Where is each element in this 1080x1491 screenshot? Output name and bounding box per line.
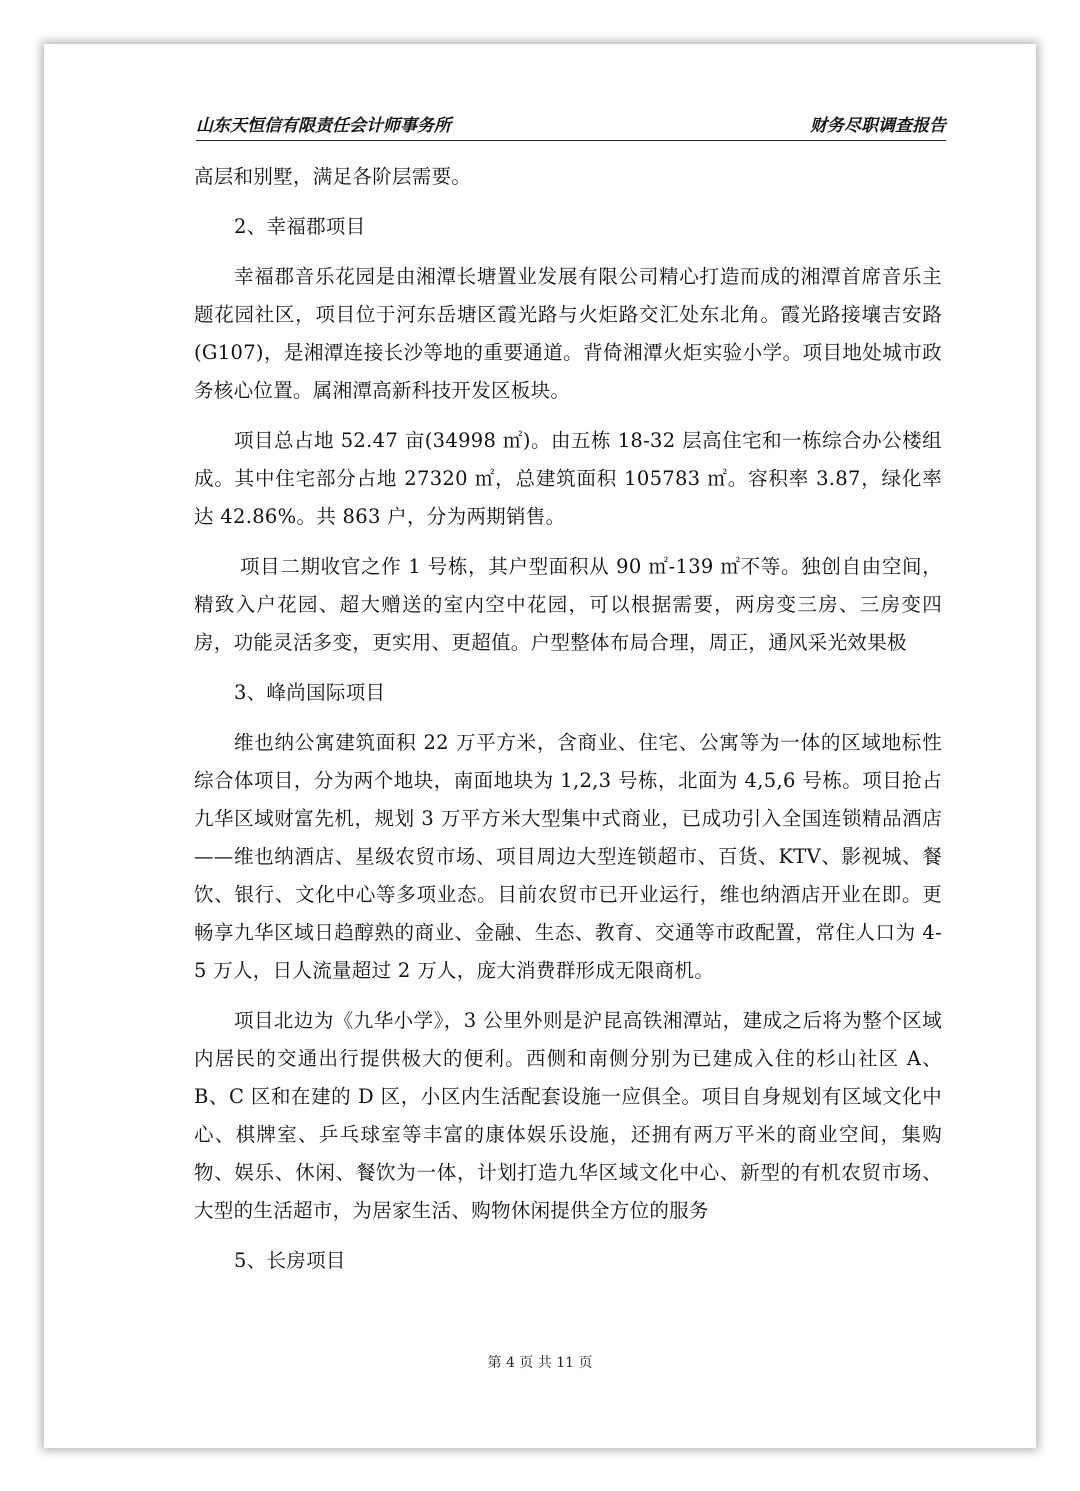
section-heading-changfang: 5、长房项目 bbox=[234, 1249, 346, 1272]
section-heading-fengshang: 3、峰尚国际项目 bbox=[234, 681, 386, 704]
firm-name: 山东天恒信有限责任会计师事务所 bbox=[196, 116, 451, 136]
paragraph-fengshang-location: 项目北边为《九华小学》，3 公里外则是沪昆高铁湘潭站，建成之后将为整个区域内居民的交通出行提供极大的便利。西侧和南侧分别为已建成入住的杉山社区 A、B、C 区和在建的 D 区，小区内生活配套设施一应俱全。项目自身规划有区域文化中心、棋牌室、乒乓球室等丰富的康体娱乐设施，还拥有两万平米的商业空间，集购物、娱乐、休闲、餐饮为一体，计划打造九华区域文化中心、新型的有机农贸市场、大型的生活超市，为居家生活、购物休闲提供全方位的服务 bbox=[194, 1009, 942, 1222]
paragraph-xingfujun-phase2: 项目二期收官之作 1 号栋，其户型面积从 90 ㎡-139 ㎡不等。独创自由空间，精致入户花园、超大赠送的室内空中花园，可以根据需要，两房变三房、三房变四房，功能灵活多变，更实用、更超值。户型整体布局合理，周正，通风采光效果极 bbox=[194, 555, 942, 654]
page-header bbox=[196, 114, 946, 141]
page-content bbox=[194, 158, 942, 1280]
paragraph-fengshang-intro: 维也纳公寓建筑面积 22 万平方米，含商业、住宅、公寓等为一体的区域地标性综合体项目，分为两个地块，南面地块为 1,2,3 号栋，北面为 4,5,6 号栋。项目抢占九华区域财富先机，规划 3 万平方米大型集中式商业，已成功引入全国连锁精品酒店——维也纳酒店、星级农贸市场、项目周边大型连锁超市、百货、KTV、影视城、餐饮、银行、文化中心等多项业态。目前农贸市已开业运行，维也纳酒店开业在即。更畅享九华区域日趋醇熟的商业、金融、生态、教育、交通等市政配置，常住人口为 4-5 万人，日人流量超过 2 万人，庞大消费群形成无限商机。 bbox=[194, 731, 942, 982]
paragraph-xingfujun-area: 项目总占地 52.47 亩(34998 ㎡)。由五栋 18-32 层高住宅和一栋综合办公楼组成。其中住宅部分占地 27320 ㎡，总建筑面积 105783 ㎡。容积率 3.87，绿化率达 42.86%。共 863 户，分为两期销售。 bbox=[194, 429, 942, 528]
page-number: 第 4 页 共 11 页 bbox=[487, 1355, 593, 1371]
section-heading-xingfujun: 2、幸福郡项目 bbox=[234, 215, 366, 238]
report-title: 财务尽职调查报告 bbox=[810, 116, 946, 136]
paragraph-xingfujun-intro: 幸福郡音乐花园是由湘潭长塘置业发展有限公司精心打造而成的湘潭首席音乐主题花园社区，项目位于河东岳塘区霞光路与火炬路交汇处东北角。霞光路接壤吉安路(G107)，是湘潭连接长沙等地的重要通道。背倚湘潭火炬实验小学。项目地处城市政务核心位置。属湘潭高新科技开发区板块。 bbox=[194, 265, 942, 402]
paragraph-continuation: 高层和别墅，满足各阶层需要。 bbox=[194, 165, 472, 188]
